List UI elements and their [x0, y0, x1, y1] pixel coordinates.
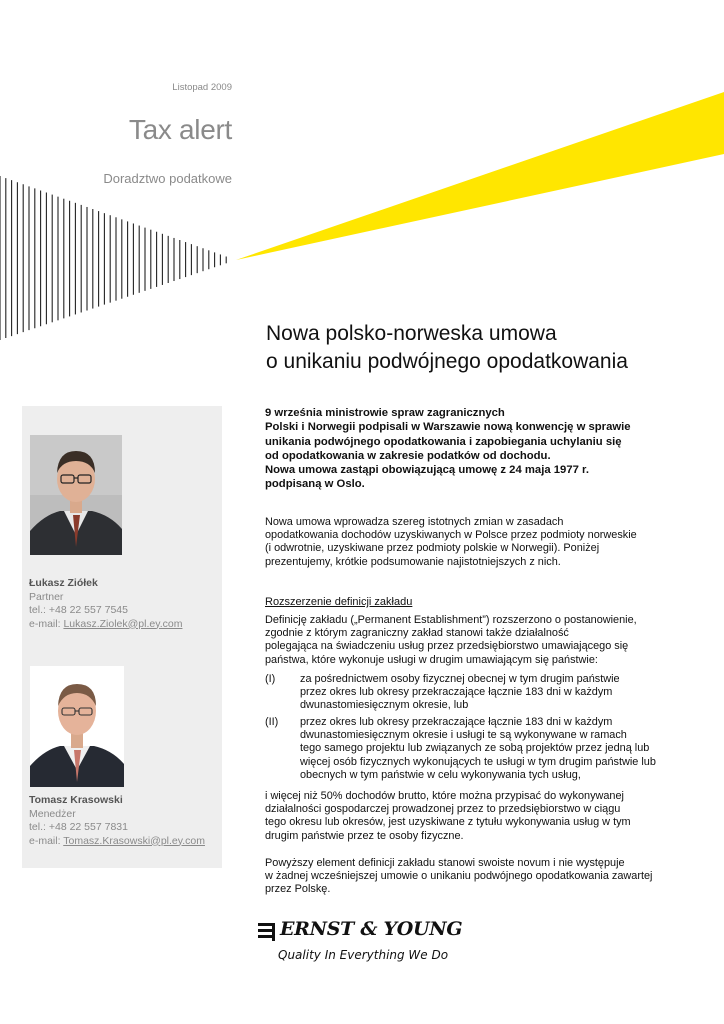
contact-photo-krasowski: [30, 666, 124, 787]
text-line: obecnych w tym państwie w celu wykonywania tych usług,: [300, 768, 581, 781]
contact-phone: tel.: +48 22 557 7545: [29, 604, 128, 616]
contact-card-krasowski: [29, 794, 205, 848]
text-line: Definicję zakładu („Permanent Establishment”) rozszerzono o postanowienie,: [265, 614, 637, 626]
text-line: za pośrednictwem osoby fizycznej obecnej w tym drugim państwie: [300, 673, 620, 685]
continuation-paragraph: [265, 790, 665, 843]
email-link[interactable]: Lukasz.Ziolek@pl.ey.com: [63, 617, 183, 630]
contact-name: Łukasz Ziółek: [29, 577, 98, 589]
list-item: [300, 673, 665, 713]
page-subtitle: Doradztwo podatkowe: [103, 171, 232, 186]
headline-line: o unikaniu podwójnego opodatkowania: [266, 350, 628, 373]
text-line: (i odwrotnie, uzyskiwane przez podmioty polskie w Norwegii). Poniżej: [265, 542, 600, 555]
logo-brand: ERNST & YOUNG: [280, 918, 463, 940]
text-line: polegająca na świadczeniu usług przez przedsiębiorstwo umawiającego się: [265, 640, 629, 653]
email-link[interactable]: Tomasz.Krasowski@pl.ey.com: [63, 834, 205, 847]
lead-line: Nowa umowa zastąpi obowiązującą umowę z 24 maja 1977 r.: [265, 464, 589, 477]
ernst-young-logo: [256, 918, 463, 968]
lead-line: unikania podwójnego opodatkowania i zapobiegania uchylaniu się: [265, 435, 622, 448]
header-graphic: [0, 88, 724, 348]
text-line: państwa, które wykonuje usługi w drugim umawiającym się państwie:: [265, 653, 598, 666]
intro-paragraph: [265, 516, 665, 569]
text-line: prezentujemy, krótkie podsumowanie najistotniejszych z nich.: [265, 555, 561, 568]
striped-lines-graphic: [0, 176, 226, 340]
text-line: tego okresu lub okresów, jest uzyskiwane z tytułu wykonywania usług w tym: [265, 816, 631, 829]
headline-line: Nowa polsko-norweska umowa: [266, 322, 557, 345]
text-line: Nowa umowa wprowadza szereg istotnych zmian w zasadach: [265, 516, 564, 528]
list-item: [300, 716, 665, 782]
text-line: przez Polskę.: [265, 883, 331, 896]
list-item-number: (II): [265, 716, 279, 728]
text-line: Powyższy element definicji zakładu stanowi swoiste novum i nie występuje: [265, 857, 625, 869]
text-line: opodatkowania dochodów uzyskiwanych w Polsce przez podmioty norweskie: [265, 529, 637, 542]
text-line: zgodnie z którym zagraniczny zakład stanowi także działalność: [265, 627, 569, 640]
ey-mark-icon: [256, 921, 278, 943]
closing-paragraph: [265, 857, 665, 897]
contact-email-line: [29, 618, 182, 632]
text-line: przez okres lub okresy przekraczające łącznie 183 dni w każdym: [300, 686, 613, 699]
definition-paragraph: [265, 614, 665, 667]
text-line: działalności gospodarczej prowadzonej przez to przedsiębiorstwo w ciągu: [265, 803, 621, 816]
contact-phone: tel.: +48 22 557 7831: [29, 821, 128, 833]
text-line: i więcej niż 50% dochodów brutto, które można przypisać do wykonywanej: [265, 790, 624, 802]
text-line: dwunastomiesięcznym okresie i usługi te są wykonywane w ramach: [300, 729, 627, 742]
contact-email-line: [29, 835, 205, 849]
lead-paragraph: [265, 406, 670, 492]
lead-line: podpisaną w Oslo.: [265, 478, 365, 491]
page-title: Tax alert: [128, 114, 232, 145]
logo-tagline: Quality In Everything We Do: [278, 948, 449, 962]
contacts-sidebar: [22, 406, 222, 868]
text-line: przez okres lub okresy przekraczające łącznie 183 dni w każdym: [300, 716, 613, 728]
section-heading: Rozszerzenie definicji zakładu: [265, 596, 413, 608]
list-item-number: (I): [265, 673, 276, 685]
text-line: więcej osób fizycznych wykonujących te usługi w tym drugim państwie lub: [300, 755, 656, 768]
contact-card-ziolek: [29, 577, 182, 631]
issue-date: Listopad 2009: [172, 82, 232, 93]
email-prefix: e-mail:: [29, 617, 64, 630]
text-line: drugim państwie przez te osoby fizyczne.: [265, 829, 464, 842]
text-line: dwunastomiesięcznym okresie, lub: [300, 699, 469, 712]
text-line: w żadnej wcześniejszej umowie o unikaniu podwójnego opodatkowania zawartej: [265, 870, 653, 883]
contact-role: Partner: [29, 590, 64, 603]
yellow-beam-graphic: [236, 92, 724, 260]
text-line: tego samego projektu lub związanych ze sobą projektów przez jedną lub: [300, 742, 650, 755]
email-prefix: e-mail:: [29, 834, 64, 847]
lead-line: od opodatkowania w zakresie podatków od dochodu.: [265, 449, 551, 462]
headline: [266, 320, 706, 376]
contact-name: Tomasz Krasowski: [29, 794, 123, 806]
contact-photo-ziolek: [30, 435, 122, 555]
lead-line: Polski i Norwegii podpisali w Warszawie nową konwencję w sprawie: [265, 421, 631, 434]
contact-role: Menedżer: [29, 807, 76, 820]
lead-line: 9 września ministrowie spraw zagranicznych: [265, 407, 505, 419]
